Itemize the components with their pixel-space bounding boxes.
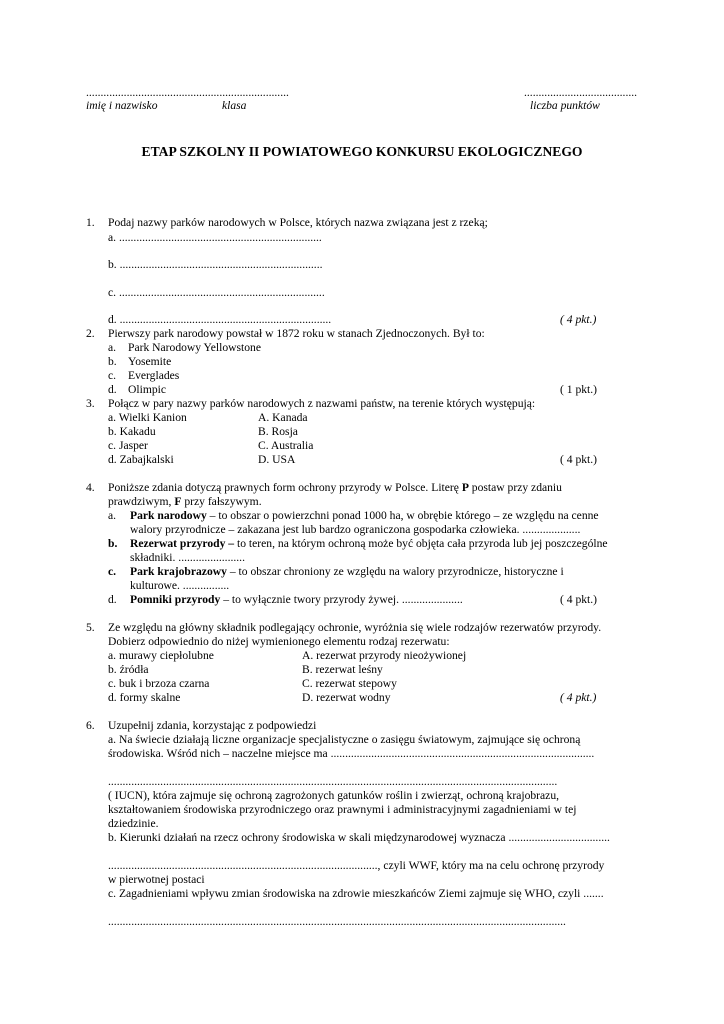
term: Pomniki przyrody [130, 593, 221, 606]
points-badge: ( 4 pkt.) [560, 691, 597, 704]
option-text[interactable]: Yosemite [128, 355, 172, 368]
statement-d[interactable] [130, 593, 463, 607]
points-badge: ( 4 pkt.) [560, 313, 597, 326]
option-text[interactable]: Olimpic [128, 383, 166, 396]
option-text[interactable]: Park Narodowy Yellowstone [128, 341, 261, 354]
question-text-line-1: Ze względu na główny składnik podlegający ochronie, wyróżnia się wiele rodzajów rezerwatów przyrody. [108, 621, 602, 634]
left-item: d. formy skalne [108, 691, 181, 704]
text-part: przy fałszywym. [181, 495, 262, 508]
sentence-b-line-3: w pierwotnej postaci [108, 873, 205, 886]
term: Rezerwat przyrody – [130, 537, 235, 550]
text-part: – to wyłącznie twory przyrody żywej. ..................... [220, 593, 463, 606]
answer-line-a[interactable]: a. ...................................................................... [108, 231, 322, 244]
answer-line-b[interactable]: b. ...................................................................... [108, 258, 323, 271]
statement-a [130, 509, 599, 523]
right-item: B. Rosja [258, 425, 298, 438]
question-text: Podaj nazwy parków narodowych w Polsce, których nazwa związana jest z rzeką; [108, 216, 488, 229]
question-number: 3. [86, 397, 95, 410]
page-title: ETAP SZKOLNY II POWIATOWEGO KONKURSU EKOLOGICZNEGO [141, 144, 583, 159]
statement-letter: c. [108, 565, 117, 578]
points-badge: ( 4 pkt.) [560, 593, 598, 606]
option-letter: a. [108, 341, 117, 354]
question-text-line-2 [108, 495, 262, 509]
points-dotted-line[interactable]: ....................................... [524, 86, 638, 99]
sentence-a-line-1: a. Na świecie działają liczne organizacje specjalistyczne o zasięgu światowym, zajmujące się ochroną [108, 733, 581, 746]
right-item: C. Australia [258, 439, 314, 452]
option-letter: b. [108, 355, 117, 368]
right-item: C. rezerwat stepowy [302, 677, 397, 690]
points-badge: ( 4 pkt.) [560, 453, 598, 466]
right-item: A. Kanada [258, 411, 308, 424]
sentence-a-line-3[interactable]: ........................................................................................................................................................... [108, 775, 558, 788]
option-text[interactable]: Everglades [128, 369, 180, 382]
letter-p: P [461, 481, 469, 494]
option-letter: d. [108, 383, 117, 396]
statement-b [130, 537, 608, 551]
question-text-line-1 [108, 481, 562, 495]
term: Park narodowy [130, 509, 207, 522]
left-item: c. Jasper [108, 439, 148, 452]
text-part: postaw przy zdaniu [468, 481, 562, 494]
question-text: Połącz w pary nazwy parków narodowych z nazwami państw, na terenie których występują: [108, 397, 536, 410]
term: Park krajobrazowy [130, 565, 227, 578]
sentence-c-line-1[interactable]: c. Zagadnieniami wpływu zmian środowiska na zdrowie mieszkańców Ziemi zajmuje się WHO, czyli ....... [108, 887, 604, 900]
name-dotted-line[interactable]: ...................................................................... [86, 86, 289, 99]
name-label: imię i nazwisko [86, 99, 158, 112]
question-number: 4. [86, 481, 95, 494]
question-number: 5. [86, 621, 95, 634]
left-item: d. Zabajkalski [108, 453, 174, 466]
question-text: Pierwszy park narodowy powstał w 1872 roku w stanach Zjednoczonych. Był to: [108, 327, 485, 340]
statement-letter: d. [108, 593, 117, 606]
answer-line-c[interactable]: c. ....................................................................... [108, 286, 325, 299]
points-label: liczba punktów [530, 99, 600, 112]
sentence-c-line-2[interactable]: .............................................................................................................................................................. [108, 915, 566, 928]
statement-c [130, 565, 564, 579]
sentence-a-line-5: kształtowaniem środowiska przyrodniczego oraz prawnymi i administracyjnymi zagadnieniami w tej [108, 803, 577, 816]
text-part: Poniższe zdania dotyczą prawnych form ochrony przyrody w Polsce. Literę [108, 481, 462, 494]
left-item: a. Wielki Kanion [108, 411, 187, 424]
right-item: D. rezerwat wodny [302, 691, 391, 704]
left-item: b. Kakadu [108, 425, 156, 438]
option-letter: c. [108, 369, 117, 382]
sentence-a-line-2[interactable]: środowiska. Wśród nich – naczelne miejsce ma ........................................................................................... [108, 747, 595, 760]
question-number: 2. [86, 327, 95, 340]
statement-a-cont[interactable]: walory przyrodnicze – zakazana jest lub bardzo ograniczona gospodarka człowieka. .................... [130, 523, 581, 536]
points-badge: ( 1 pkt.) [560, 383, 598, 396]
letter-f: F [174, 495, 182, 508]
answer-line-d[interactable]: d. ......................................................................... [108, 313, 332, 326]
question-number: 6. [86, 719, 95, 732]
right-item: D. USA [258, 453, 296, 466]
text-part: – to obszar o powierzchni ponad 1000 ha, w obrębie którego – ze względu na cenne [206, 509, 599, 522]
sentence-b-line-1[interactable]: b. Kierunki działań na rzecz ochrony środowiska w skali międzynarodowej wyznacza ................................... [108, 831, 610, 844]
text-part: to teren, na którym ochroną może być objęta cała przyroda lub jej poszczególne [234, 537, 608, 550]
right-item: A. rezerwat przyrody nieożywionej [302, 649, 467, 662]
sentence-a-line-6: dziedzinie. [108, 817, 159, 830]
text-part: prawdziwym, [108, 495, 175, 508]
statement-letter: a. [108, 509, 117, 522]
question-text-line-2: Dobierz odpowiednio do niżej wymienionego elementu rodzaj rezerwatu: [108, 635, 450, 648]
text-part: – to obszar chroniony ze względu na walory przyrodnicze, historyczne i [226, 565, 564, 578]
class-label: klasa [222, 99, 247, 112]
right-item: B. rezerwat leśny [302, 663, 383, 676]
statement-b-cont[interactable]: składniki. ....................... [130, 551, 245, 564]
sentence-b-line-2[interactable]: ............................................................................................., czyli WWF, który ma na celu ochronę przyrody [108, 859, 605, 872]
left-item: a. murawy ciepłolubne [108, 649, 214, 662]
sentence-a-line-4: ( IUCN), która zajmuje się ochroną zagrożonych gatunków roślin i zwierząt, ochroną krajobrazu, [108, 789, 560, 802]
left-item: c. buk i brzoza czarna [108, 677, 210, 690]
left-item: b. źródła [108, 663, 149, 676]
question-intro: Uzupełnij zdania, korzystając z podpowiedzi [108, 719, 317, 732]
statement-letter: b. [108, 537, 118, 550]
statement-c-cont[interactable]: kulturowe. ................ [130, 579, 230, 592]
question-number: 1. [86, 216, 95, 229]
